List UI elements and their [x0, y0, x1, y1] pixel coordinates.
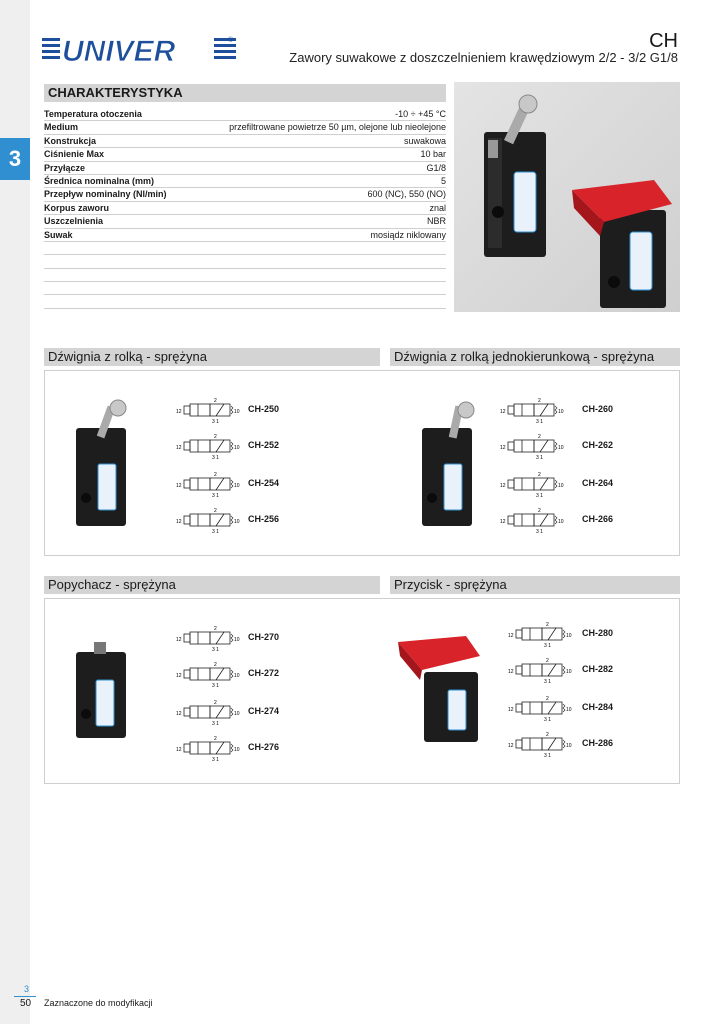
valve-symbol — [500, 396, 566, 424]
svg-text:UNIVER: UNIVER — [62, 35, 176, 66]
valve-symbol — [176, 734, 242, 762]
valve-symbol — [176, 506, 242, 534]
svg-text:12: 12 — [500, 483, 506, 489]
svg-text:3 1: 3 1 — [212, 419, 219, 424]
section-heading: Popychacz - sprężyna — [44, 576, 380, 594]
svg-text:2: 2 — [214, 472, 217, 478]
svg-text:2: 2 — [546, 622, 549, 628]
svg-text:12: 12 — [176, 445, 182, 451]
model-code[interactable]: CH-282 — [582, 664, 614, 674]
svg-text:12: 12 — [508, 707, 514, 713]
svg-text:3 1: 3 1 — [544, 753, 551, 758]
svg-text:3 1: 3 1 — [212, 721, 219, 726]
svg-text:10: 10 — [234, 445, 240, 451]
chapter-tab[interactable]: 3 — [0, 138, 30, 180]
svg-text:3 1: 3 1 — [212, 647, 219, 652]
svg-text:3 1: 3 1 — [212, 757, 219, 762]
svg-text:12: 12 — [176, 711, 182, 717]
model-code[interactable]: CH-264 — [582, 478, 614, 488]
model-code[interactable]: CH-252 — [248, 440, 280, 450]
model-code[interactable]: CH-270 — [248, 632, 280, 642]
svg-text:3 1: 3 1 — [536, 455, 543, 460]
univer-logo — [42, 32, 242, 66]
svg-text:2: 2 — [546, 658, 549, 664]
spec-row: Uszczelnienia NBR — [44, 215, 446, 228]
spec-row: Przepływ nominalny (Nl/min) 600 (NC), 550 (NO) — [44, 188, 446, 201]
svg-text:3 1: 3 1 — [544, 679, 551, 684]
svg-text:10: 10 — [566, 743, 572, 749]
svg-text:3 1: 3 1 — [536, 529, 543, 534]
svg-text:12: 12 — [508, 743, 514, 749]
spec-row: Ciśnienie Max 10 bar — [44, 148, 446, 161]
valve-symbol — [176, 470, 242, 498]
model-code[interactable]: CH-250 — [248, 404, 280, 414]
valve-symbol — [176, 660, 242, 688]
svg-text:10: 10 — [558, 445, 564, 451]
section-heading: Przycisk - sprężyna — [390, 576, 680, 594]
model-code[interactable]: CH-254 — [248, 478, 280, 488]
model-code[interactable]: CH-262 — [582, 440, 614, 450]
valve-symbol — [508, 620, 574, 648]
section-heading: Dźwignia z rolką - sprężyna — [44, 348, 380, 366]
valve-symbol — [500, 506, 566, 534]
svg-text:2: 2 — [538, 508, 541, 514]
svg-text:10: 10 — [566, 707, 572, 713]
svg-text:3 1: 3 1 — [212, 529, 219, 534]
svg-text:2: 2 — [214, 700, 217, 706]
svg-text:10: 10 — [234, 483, 240, 489]
plunger-valve-image — [72, 640, 132, 740]
svg-text:10: 10 — [558, 483, 564, 489]
section-heading: Dźwignia z rolką jednokierunkową - sprężyna — [390, 348, 680, 366]
empty-row — [44, 295, 446, 308]
svg-text:3 1: 3 1 — [212, 683, 219, 688]
model-code[interactable]: CH-276 — [248, 742, 280, 752]
footer-note: Zaznaczone do modyfikacji — [44, 998, 153, 1008]
empty-row — [44, 269, 446, 282]
model-code[interactable]: CH-260 — [582, 404, 614, 414]
svg-text:10: 10 — [234, 673, 240, 679]
page-number: 50 — [20, 998, 32, 1009]
valve-symbol — [176, 396, 242, 424]
svg-text:12: 12 — [500, 445, 506, 451]
section-panel — [44, 598, 680, 784]
svg-text:12: 12 — [176, 519, 182, 525]
svg-text:12: 12 — [176, 483, 182, 489]
model-code[interactable]: CH-280 — [582, 628, 614, 638]
svg-text:12: 12 — [508, 669, 514, 675]
valve-symbol — [500, 470, 566, 498]
spec-row: Korpus zaworu znal — [44, 202, 446, 215]
one-way-roller-valve-image — [418, 398, 488, 528]
model-code[interactable]: CH-286 — [582, 738, 614, 748]
svg-text:12: 12 — [176, 409, 182, 415]
svg-text:2: 2 — [214, 508, 217, 514]
model-code[interactable]: CH-266 — [582, 514, 614, 524]
page-subtitle: Zawory suwakowe z doszczelnieniem krawędziowym 2/2 - 3/2 G1/8 — [289, 50, 678, 65]
svg-text:3 1: 3 1 — [544, 717, 551, 722]
svg-text:10: 10 — [558, 519, 564, 525]
model-code[interactable]: CH-274 — [248, 706, 280, 716]
svg-text:10: 10 — [558, 409, 564, 415]
svg-text:3 1: 3 1 — [536, 493, 543, 498]
spec-row: Suwak mosiądz niklowany — [44, 229, 446, 242]
svg-text:3 1: 3 1 — [212, 455, 219, 460]
svg-text:10: 10 — [566, 633, 572, 639]
svg-text:3 1: 3 1 — [544, 643, 551, 648]
valve-symbol — [508, 656, 574, 684]
svg-text:12: 12 — [176, 673, 182, 679]
svg-text:10: 10 — [234, 637, 240, 643]
svg-text:2: 2 — [538, 434, 541, 440]
svg-text:10: 10 — [566, 669, 572, 675]
valve-symbol — [508, 730, 574, 758]
spec-row: Temperatura otoczenia -10 ÷ +45 °C — [44, 108, 446, 121]
svg-text:3 1: 3 1 — [212, 493, 219, 498]
svg-text:10: 10 — [234, 519, 240, 525]
chapter-number: 3 — [24, 984, 30, 994]
svg-text:2: 2 — [214, 736, 217, 742]
svg-text:10: 10 — [234, 747, 240, 753]
svg-text:2: 2 — [214, 434, 217, 440]
svg-text:12: 12 — [500, 409, 506, 415]
empty-row — [44, 282, 446, 295]
valve-symbol — [176, 432, 242, 460]
spec-row: Konstrukcja suwakowa — [44, 135, 446, 148]
spec-row: Medium przefiltrowane powietrze 50 µm, olejone lub nieolejone — [44, 121, 446, 134]
svg-text:12: 12 — [508, 633, 514, 639]
svg-text:2: 2 — [538, 398, 541, 404]
svg-text:10: 10 — [234, 711, 240, 717]
valve-symbol — [500, 432, 566, 460]
empty-row — [44, 242, 446, 255]
valve-symbol — [508, 694, 574, 722]
svg-text:12: 12 — [176, 747, 182, 753]
roller-lever-valve-image — [72, 398, 142, 528]
svg-text:2: 2 — [546, 732, 549, 738]
model-code[interactable]: CH-272 — [248, 668, 280, 678]
svg-text:3 1: 3 1 — [536, 419, 543, 424]
empty-row — [44, 255, 446, 268]
series-code: CH — [649, 30, 678, 52]
svg-text:®: ® — [228, 37, 234, 44]
spec-heading: CHARAKTERYSTYKA — [44, 84, 446, 102]
push-button-valve-image — [396, 632, 496, 744]
svg-text:12: 12 — [500, 519, 506, 525]
svg-text:12: 12 — [176, 637, 182, 643]
svg-text:2: 2 — [538, 472, 541, 478]
product-photo — [454, 82, 680, 312]
model-code[interactable]: CH-256 — [248, 514, 280, 524]
spec-row: Przyłącze G1/8 — [44, 162, 446, 175]
model-code[interactable]: CH-284 — [582, 702, 614, 712]
svg-text:2: 2 — [214, 626, 217, 632]
valve-symbol — [176, 698, 242, 726]
spec-table — [44, 108, 446, 309]
svg-text:10: 10 — [234, 409, 240, 415]
svg-text:2: 2 — [214, 662, 217, 668]
spec-row: Średnica nominalna (mm) 5 — [44, 175, 446, 188]
footer-rule — [14, 996, 36, 997]
svg-text:2: 2 — [546, 696, 549, 702]
svg-text:2: 2 — [214, 398, 217, 404]
valve-symbol — [176, 624, 242, 652]
